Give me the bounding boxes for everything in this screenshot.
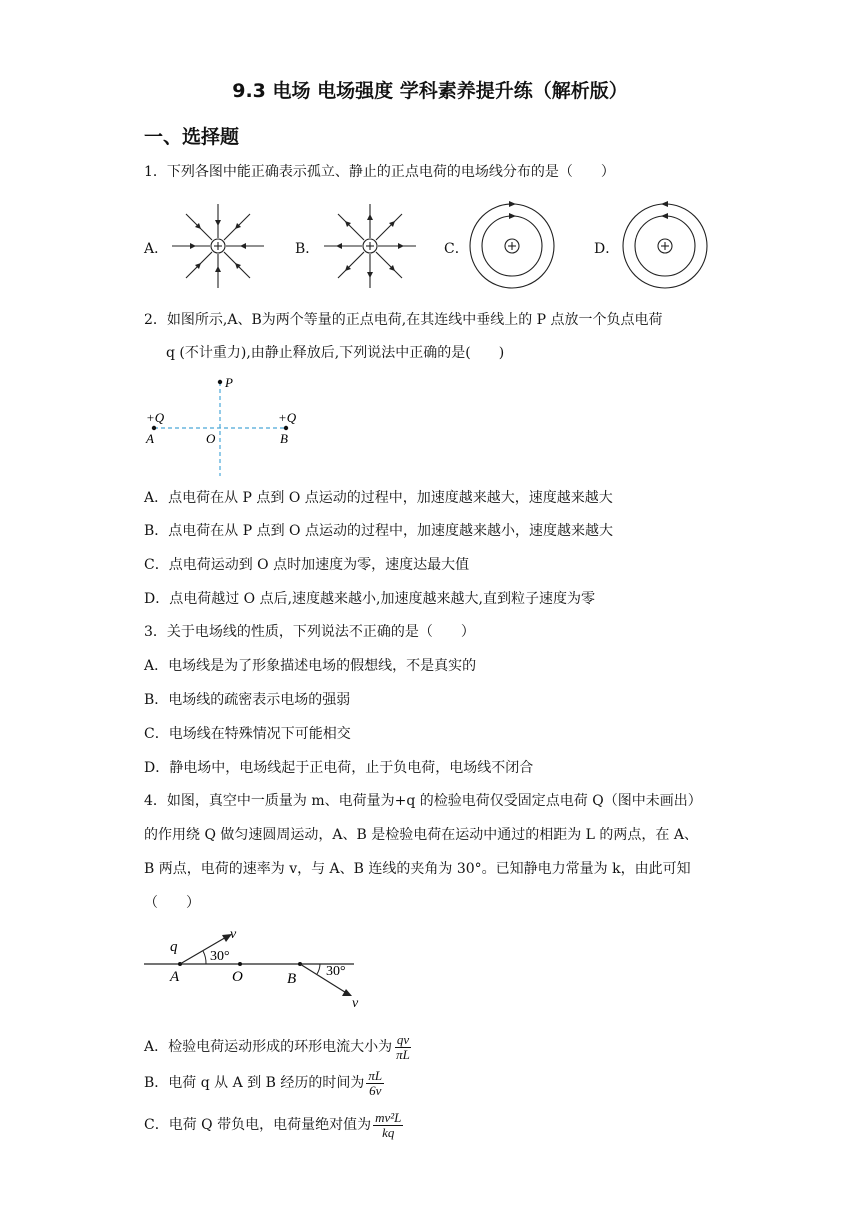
q1-figure-d <box>619 200 711 292</box>
q4-option-b-text: B．电荷 q 从 A 到 B 经历的时间为 <box>144 1075 365 1091</box>
q4-option-c <box>144 1108 403 1142</box>
q4-figure <box>144 920 364 1010</box>
q2-option-c: C．点电荷运动到 O 点时加速度为零，速度达最大值 <box>144 557 470 573</box>
q4-option-b-denominator: 6v <box>369 1082 382 1098</box>
q3-option-c: C．电场线在特殊情况下可能相交 <box>144 726 351 742</box>
q2-option-d: D．点电荷越过 O 点后,速度越来越小,加速度越来越大,直到粒子速度为零 <box>144 591 595 607</box>
q2-label-a: A <box>146 431 154 446</box>
q4-stem-line4: （ ） <box>144 895 200 911</box>
q2-label-o: O <box>206 431 216 446</box>
q4-option-c-text: C．电荷 Q 带负电，电荷量绝对值为 <box>144 1117 372 1133</box>
q4-option-b-fraction <box>366 1069 384 1098</box>
q4-option-c-fraction <box>373 1111 403 1140</box>
q2-stem-line1: 2．如图所示,A、B为两个等量的正点电荷,在其连线中垂线上的 P 点放一个负点电荷 <box>144 312 663 328</box>
section-heading: 一、选择题 <box>144 126 240 148</box>
q2-option-b: B．点电荷在从 P 点到 O 点运动的过程中，加速度越来越小，速度越来越大 <box>144 523 613 539</box>
q4-option-c-denominator: kq <box>382 1124 395 1140</box>
q4-label-angle2: 30° <box>326 964 346 979</box>
q2-option-a: A．点电荷在从 P 点到 O 点运动的过程中，加速度越来越大，速度越来越大 <box>144 490 613 506</box>
q1-option-a-label: A． <box>144 241 169 257</box>
q4-stem-line1: 4．如图，真空中一质量为 m、电荷量为+q 的检验电荷仅受固定点电荷 Q（图中未画出） <box>144 793 702 809</box>
q2-label-q1: +Q <box>146 410 165 425</box>
q4-stem-line2: 的作用绕 Q 做匀速圆周运动，A、B 是检验电荷在运动中通过的相距为 L 的两点，在 A、 <box>144 827 698 843</box>
q2-label-p: P <box>225 375 233 390</box>
q4-label-b: B <box>287 971 297 987</box>
q4-label-q: q <box>170 939 178 955</box>
q4-label-o: O <box>232 969 243 985</box>
q4-label-v2: v <box>352 996 359 1010</box>
q1-figure-c <box>466 200 558 292</box>
q2-label-b: B <box>280 431 288 446</box>
q1-figure-b <box>320 198 420 294</box>
q4-label-angle1: 30° <box>210 949 230 964</box>
q4-option-a-numerator: qv <box>396 1031 410 1047</box>
q3-option-d: D．静电场中，电场线起于正电荷，止于负电荷，电场线不闭合 <box>144 760 534 776</box>
q3-option-b: B．电场线的疏密表示电场的强弱 <box>144 692 351 708</box>
q1-option-c-label: C． <box>444 241 469 257</box>
q4-option-c-numerator: mv²L <box>375 1109 402 1125</box>
q4-option-a-denominator: πL <box>396 1046 410 1062</box>
q1-option-d-label: D． <box>594 241 620 257</box>
q4-option-b-numerator: πL <box>368 1067 383 1083</box>
q2-stem-line2: q (不计重力),由静止释放后,下列说法中正确的是( ) <box>166 345 505 361</box>
q4-stem-line3: B 两点，电荷的速率为 v，与 A、B 连线的夹角为 30°。已知静电力常量为 k，由此可知 <box>144 861 691 877</box>
q4-option-a-fraction <box>394 1033 412 1062</box>
q1-stem: 1．下列各图中能正确表示孤立、静止的正点电荷的电场线分布的是（ ） <box>144 164 615 180</box>
page-title: 9.3 电场 电场强度 学科素养提升练（解析版） <box>232 80 628 102</box>
q4-option-a <box>144 1030 412 1064</box>
q1-option-b-label: B． <box>295 241 320 257</box>
q4-option-a-text: A．检验电荷运动形成的环形电流大小为 <box>144 1039 393 1055</box>
q4-option-b <box>144 1066 384 1100</box>
q1-figure-a <box>168 198 268 294</box>
q4-label-v1: v <box>230 927 237 942</box>
q4-label-a: A <box>170 969 180 985</box>
q2-label-q2: +Q <box>278 410 297 425</box>
q3-option-a: A．电场线是为了形象描述电场的假想线，不是真实的 <box>144 658 477 674</box>
q3-stem: 3．关于电场线的性质，下列说法不正确的是（ ） <box>144 624 475 640</box>
q2-figure <box>140 372 310 476</box>
